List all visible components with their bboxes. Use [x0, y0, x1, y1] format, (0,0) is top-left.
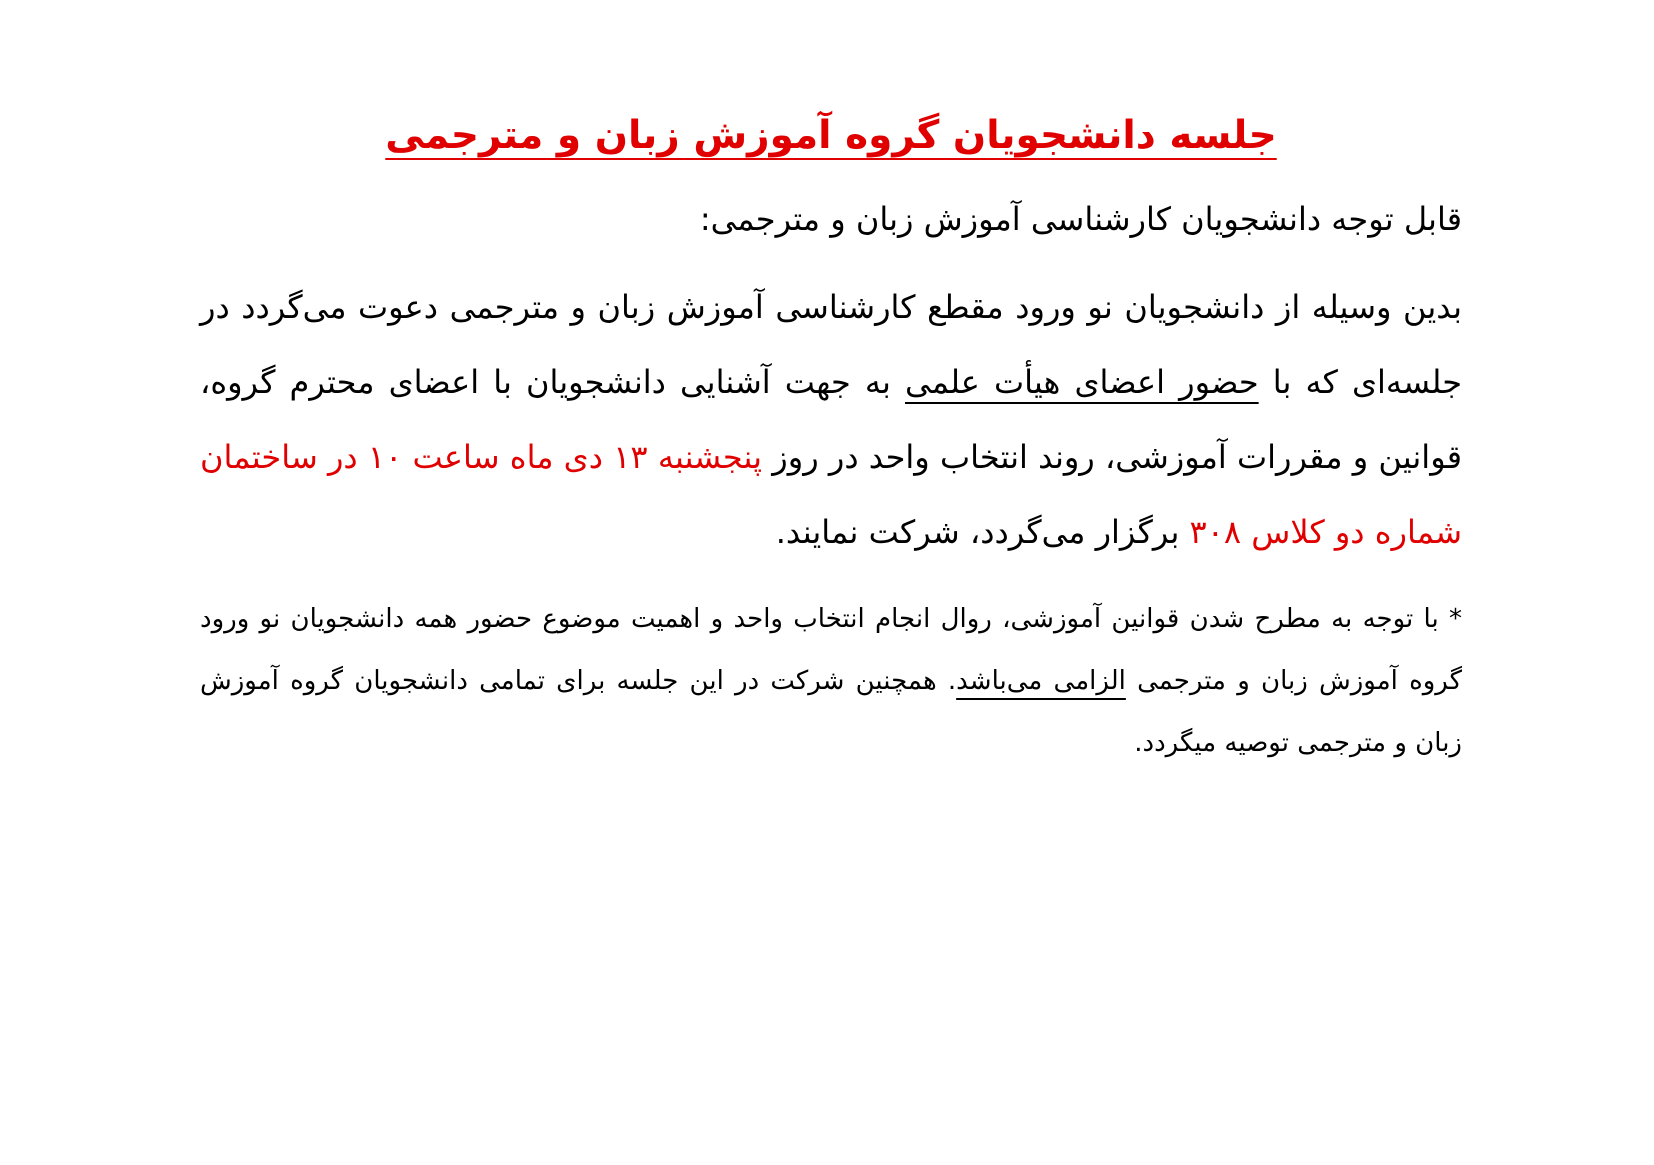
title-text: جلسه دانشجویان گروه آموزش زبان و مترجمی [385, 113, 1277, 158]
note-paragraph [200, 588, 1462, 774]
faculty-presence-underlined: حضور اعضای هیأت علمی [905, 363, 1259, 401]
announcement-paragraph [200, 270, 1462, 570]
announcement-text-part2: به جهت آشنایی دانشجویان با اعضای محترم گروه، قوانین و مقررات آموزشی، روند انتخاب واحد در روز [200, 363, 1463, 476]
note-text-part2: . همچنین شرکت در این جلسه برای تمامی دانشجویان گروه آموزش زبان و مترجمی توصیه میگردد. [200, 666, 1462, 758]
meeting-time-location: پنجشنبه ۱۳ دی ماه ساعت ۱۰ در ساختمان شماره دو کلاس ۳۰۸ [200, 438, 1462, 551]
addressee-line: قابل توجه دانشجویان کارشناسی آموزش زبان و مترجمی: [699, 200, 1462, 238]
mandatory-underlined: الزامی می‌باشد [956, 666, 1126, 696]
note-text-part1: * با توجه به مطرح شدن قوانین آموزشی، روال انجام انتخاب واحد و اهمیت موضوع حضور همه دانشجویان نو ورود گروه آموزش زبان و مترجمی [200, 604, 1463, 696]
announcement-text-part1: بدین وسیله از دانشجویان نو ورود مقطع کارشناسی آموزش زبان و مترجمی دعوت می‌گردد در جلسه‌ای که با [200, 288, 1463, 401]
announcement-text-part3: برگزار می‌گردد، شرکت نمایند. [775, 513, 1190, 551]
document-title [200, 100, 1462, 172]
document-content [200, 100, 1462, 774]
